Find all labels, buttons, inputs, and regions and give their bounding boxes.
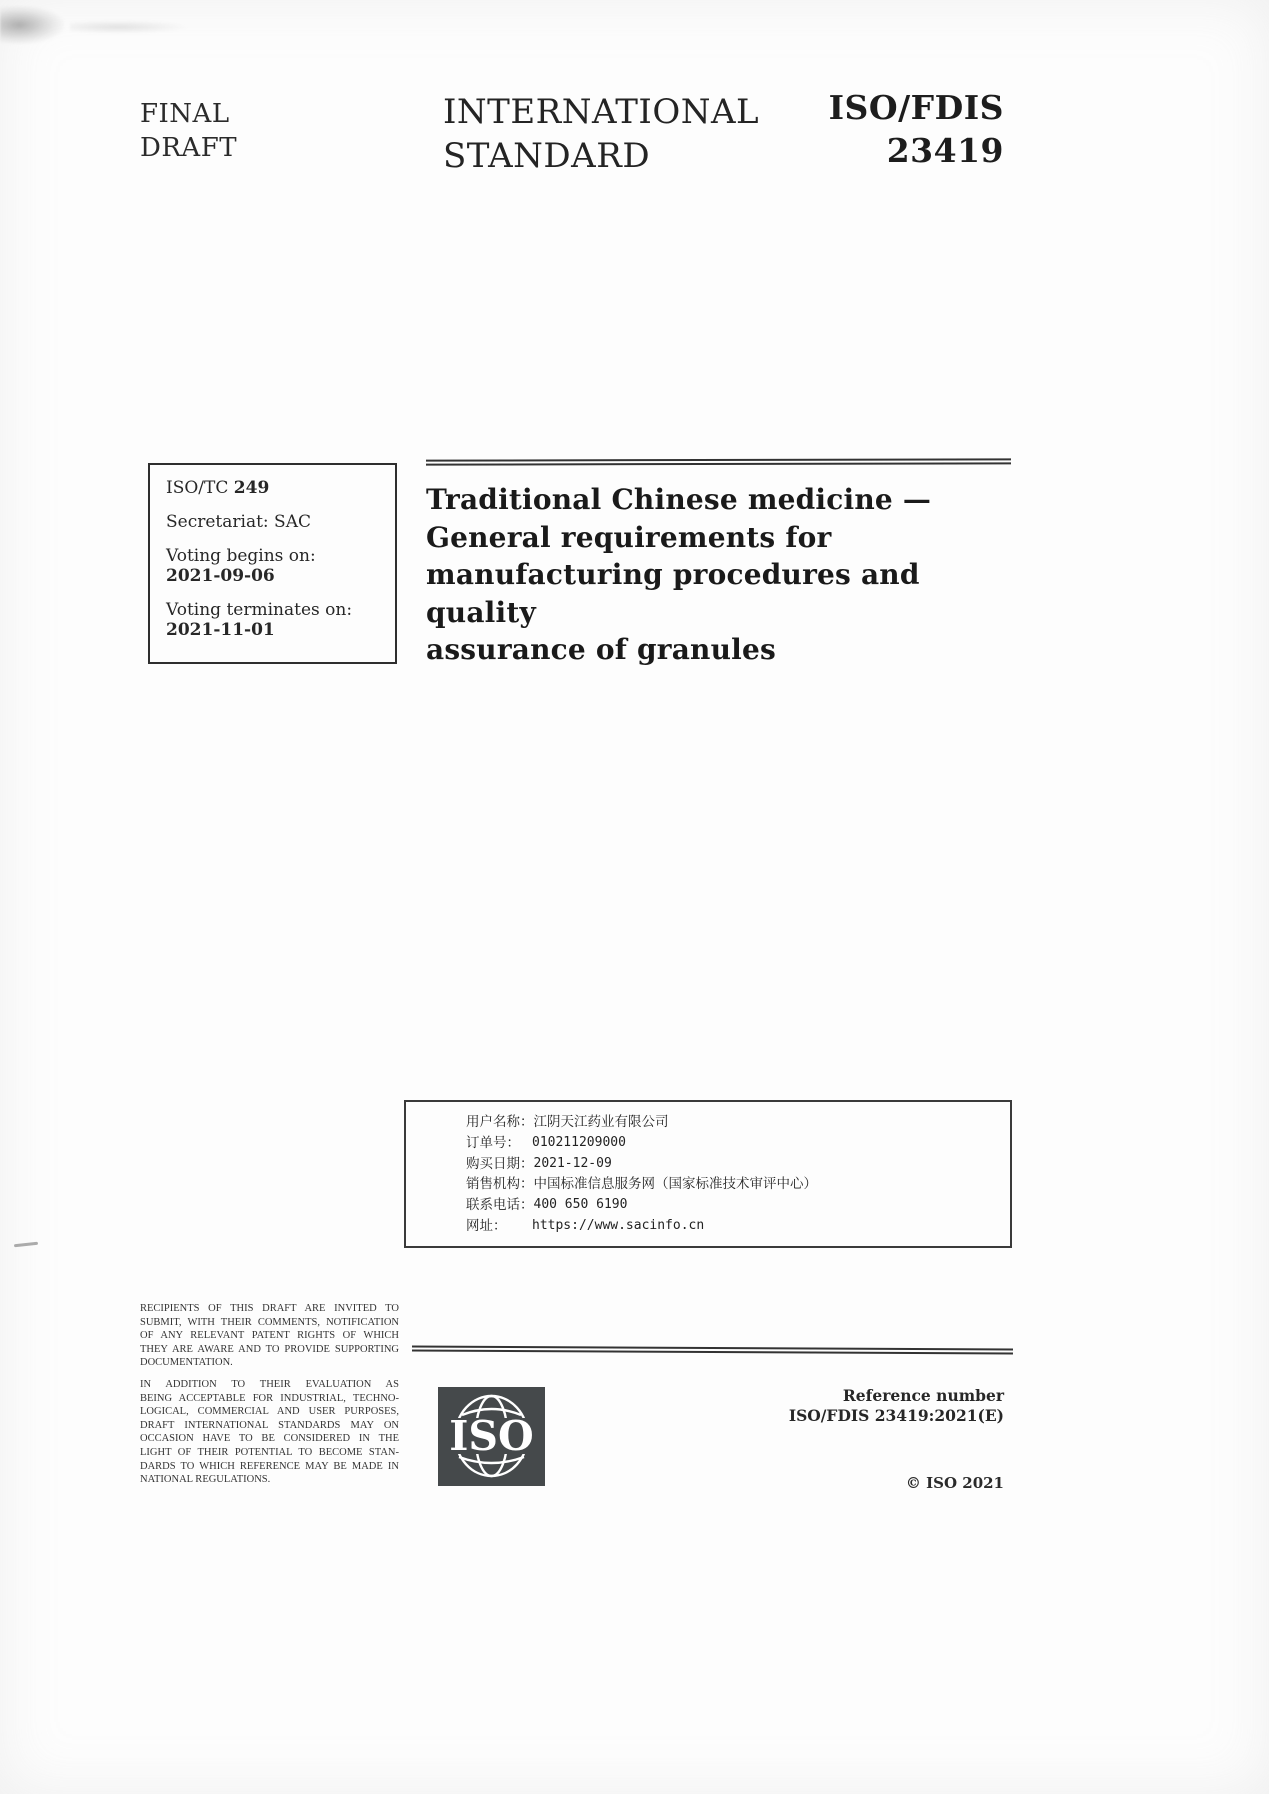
document-title-line: General requirements for (426, 520, 832, 554)
order-value: https://www.sacinfo.cn (532, 1217, 705, 1233)
scan-smudge-top-left (0, 6, 64, 44)
legal-line: LOGICAL, COMMERCIAL AND USER PURPOSES, (140, 1406, 399, 1418)
legal-line: RECIPIENTS OF THIS DRAFT ARE INVITED TO (140, 1303, 399, 1314)
document-title-line: manufacturing procedures and quality (426, 558, 920, 629)
committee-line (166, 478, 381, 498)
voting-terminates-label: Voting terminates on: (166, 600, 353, 620)
legal-line: SUBMIT, WITH THEIR COMMENTS, NOTIFICATION (140, 1316, 399, 1328)
footer-divider-rule (412, 1346, 1013, 1355)
document-type-line2: STANDARD (443, 136, 651, 176)
voting-begins-label: Voting begins on: (166, 546, 316, 566)
order-label: 联系电话： (466, 1197, 534, 1214)
iso-globe-icon (438, 1387, 545, 1486)
order-row-order-number (466, 1133, 1000, 1154)
legal-notice (140, 1302, 399, 1487)
legal-paragraph-2 (140, 1378, 399, 1487)
reference-number-label: Reference number (842, 1386, 1004, 1405)
legal-line: OCCASION HAVE TO BE CONSIDERED IN THE (140, 1433, 399, 1445)
order-row-sales-agency (466, 1174, 1000, 1195)
document-title-line: Traditional Chinese medicine — (426, 483, 932, 516)
voting-begins-group (166, 546, 381, 586)
legal-line: DOCUMENTATION. (140, 1357, 233, 1369)
legal-line: DARDS TO WHICH REFERENCE MAY BE MADE IN (140, 1460, 399, 1472)
order-row-user-name (466, 1112, 1000, 1133)
order-row-contact-phone (466, 1195, 1000, 1216)
secretariat-line: Secretariat: SAC (166, 512, 311, 532)
order-info-box (404, 1100, 1012, 1248)
legal-line: NATIONAL REGULATIONS. (140, 1474, 271, 1486)
order-value: 010211209000 (532, 1134, 626, 1150)
scan-mark-left-edge (14, 1242, 38, 1247)
committee-number: 249 (233, 478, 270, 498)
final-draft-line2: DRAFT (140, 133, 238, 163)
order-row-website (466, 1216, 1000, 1237)
order-row-purchase-date (466, 1154, 1000, 1175)
voting-terminates-group (166, 600, 381, 640)
document-type-line1: INTERNATIONAL (443, 92, 760, 132)
order-value: 江阴天江药业有限公司 (533, 1114, 669, 1130)
legal-line: THEY ARE AWARE AND TO PROVIDE SUPPORTING (140, 1343, 399, 1355)
order-label: 订单号： (466, 1134, 520, 1151)
order-value: 中国标准信息服务网（国家标准技术审评中心） (533, 1176, 817, 1193)
legal-line: BEING ACCEPTABLE FOR INDUSTRIAL, TECHNO- (140, 1392, 399, 1404)
standard-identifier-line2: 23419 (886, 131, 1004, 170)
legal-line: IN ADDITION TO THEIR EVALUATION AS (140, 1378, 399, 1390)
committee-prefix: ISO/TC (166, 478, 234, 498)
order-label: 网址： (466, 1217, 507, 1234)
document-type-heading (443, 90, 759, 178)
title-divider-rule (426, 458, 1011, 465)
voting-begins-date: 2021-09-06 (166, 566, 275, 586)
order-value: 400 650 6190 (533, 1197, 628, 1213)
copyright-notice: © ISO 2021 (905, 1474, 1004, 1492)
scan-smudge-top (70, 20, 190, 34)
voting-terminates-date: 2021-11-01 (166, 620, 275, 640)
legal-line: OF ANY RELEVANT PATENT RIGHTS OF WHICH (140, 1330, 399, 1342)
reference-number-value: ISO/FDIS 23419:2021(E) (788, 1406, 1004, 1425)
legal-paragraph-1 (140, 1302, 399, 1370)
reference-number-block (789, 1386, 1004, 1426)
iso-logo (438, 1387, 545, 1486)
document-title-line: assurance of granules (426, 633, 776, 666)
order-label: 销售机构： (466, 1176, 534, 1193)
legal-line: LIGHT OF THEIR POTENTIAL TO BECOME STAN- (140, 1446, 399, 1458)
standard-identifier (829, 86, 1004, 172)
iso-logo-text: ISO (449, 1412, 534, 1460)
legal-line: DRAFT INTERNATIONAL STANDARDS MAY ON (140, 1419, 399, 1431)
standard-identifier-line1: ISO/FDIS (828, 88, 1004, 127)
voting-info-box (148, 463, 397, 664)
document-title (426, 481, 1011, 669)
order-value: 2021-12-09 (533, 1155, 612, 1171)
order-label: 购买日期： (466, 1155, 534, 1172)
final-draft-line1: FINAL (140, 99, 230, 129)
order-label: 用户名称： (466, 1114, 534, 1130)
final-draft-label (140, 97, 237, 165)
